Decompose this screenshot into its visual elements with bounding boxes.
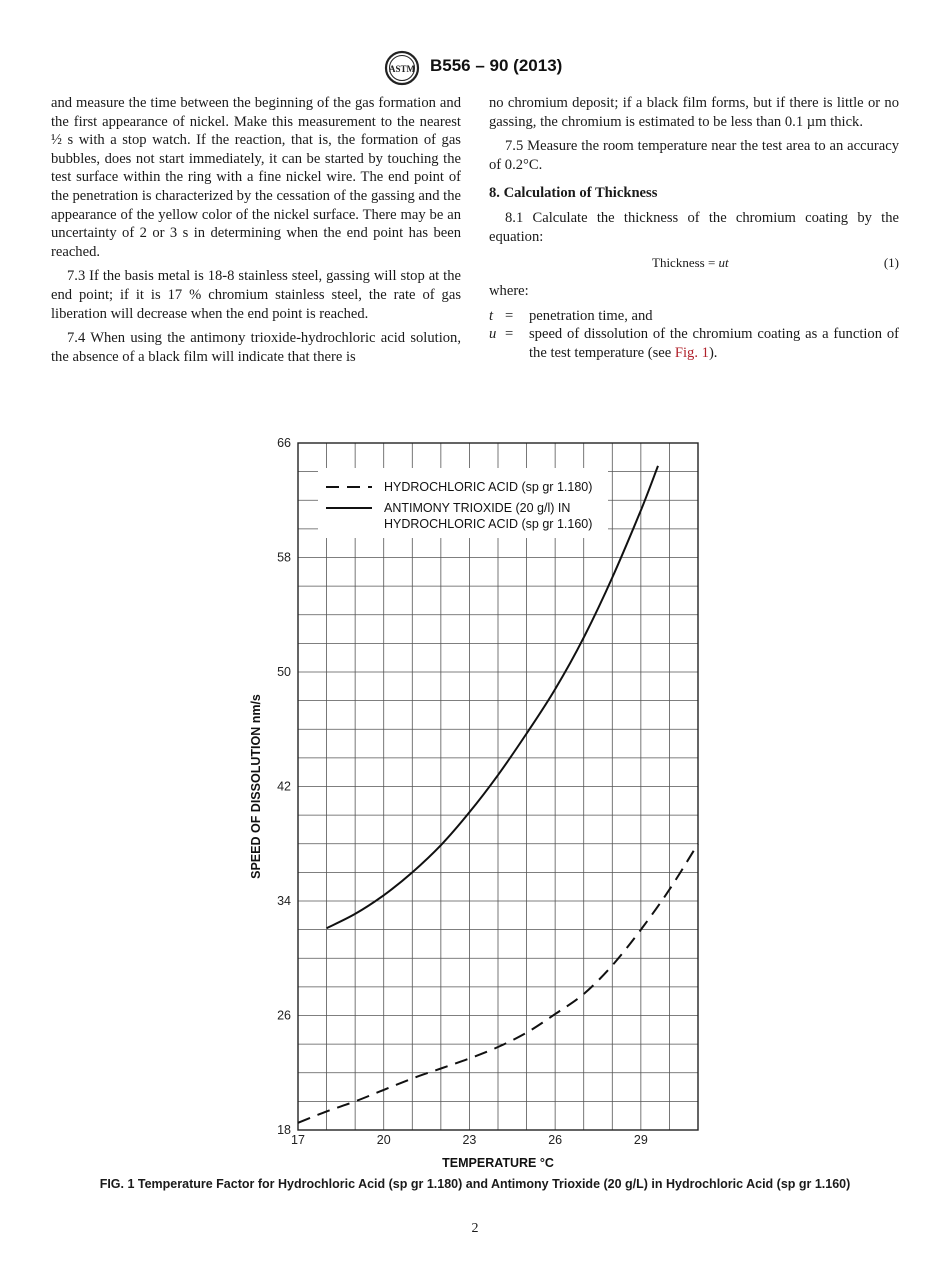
paragraph-7-2-continued: and measure the time between the beginning of the gas formation and the first appearance of nickel. Make this measurement to the nearest ½ s with a stop watch. If the reaction, that is, the formation of gas bubbles, does not start immediately, it can be started by touching the test surface within the ring with a fine nickel wire. The end point of the penetration is characterized by the cessation of the gassing and the appearance of the yellow color of the nickel surface. There may be an uncertainty of 2 or 3 s in determining when the end point has been reached. [51,95,461,260]
page-number: 2 [471,1221,479,1236]
y-tick-label: 66 [277,436,291,450]
y-tick-label: 18 [277,1123,291,1137]
astm-logo [384,50,420,86]
paragraph-7-5: 7.5 Measure the room temperature near the test area to an accuracy of 0.2°C. [489,138,899,173]
paragraph-7-4: 7.4 When using the antimony trioxide-hydrochloric acid solution, the absence of a black film will indicate that there is [51,330,461,365]
definition-text-after: ). [708,344,718,361]
section-heading: 8. Calculation of Thickness [489,185,658,202]
y-tick-label: 58 [277,550,291,565]
y-tick-label: 34 [277,894,291,908]
x-tick-label: 29 [633,1133,648,1147]
x-tick-label: 17 [291,1133,305,1147]
y-tick-label: 26 [277,1008,291,1023]
equation-number: (1) [883,255,899,271]
legend-label-continued: HYDROCHLORIC ACID (sp gr 1.160) [384,517,593,531]
definition-text [529,325,899,362]
y-axis-label: SPEED OF DISSOLUTION nm/s [249,694,263,879]
figure-link[interactable]: Fig. 1 [674,344,709,361]
dissolution-speed-chart [240,430,720,1175]
definition-equals: = [505,307,514,324]
paragraph-7-3: 7.3 If the basis metal is 18-8 stainless steel, gassing will stop at the end point; if it is 17 % chromium stainless steel, the rate of gas liberation will decrease when the end point is reached. [51,268,461,322]
equation-variable: ut [718,255,729,271]
x-tick-label: 20 [376,1133,391,1147]
definition-symbol: t [489,307,494,324]
equation [489,252,899,274]
legend-label: ANTIMONY TRIOXIDE (20 g/l) IN [384,501,571,515]
left-column [51,94,461,372]
logo-text: ASTM [388,64,416,74]
paragraph-7-4-continued: no chromium deposit; if a black film forms, but if there is little or no gassing, the chromium is estimated to be less than 0.1 µm thick. [489,95,899,130]
definition-text-before: speed of dissolution of the chromium coating as a function of the test temperature (see [529,326,899,361]
x-tick-label: 26 [548,1133,563,1147]
definition-symbol: u [489,326,497,343]
paragraph-8-1: 8.1 Calculate the thickness of the chromium coating by the equation: [489,209,899,245]
figure-caption: FIG. 1 Temperature Factor for Hydrochloric Acid (sp gr 1.180) and Antimony Trioxide (20 g/L) in Hydrochloric Acid (sp gr 1.160) [99,1177,851,1191]
right-column [489,94,899,363]
y-tick-label: 42 [277,779,291,794]
x-tick-label: 23 [462,1133,477,1147]
x-axis-label: TEMPERATURE °C [442,1156,554,1170]
where-label: where: [489,283,529,300]
definition-equals: = [505,326,514,343]
equation-lhs: Thickness = [652,255,719,271]
definitions-list [489,307,899,363]
standard-designation: B556 – 90 (2013) [430,56,563,75]
legend-label: HYDROCHLORIC ACID (sp gr 1.180) [384,480,593,494]
page-header [0,50,950,86]
equation-text [652,254,729,273]
y-tick-label: 50 [277,665,291,679]
definition-u [489,325,899,362]
definition-t [489,307,899,326]
definition-text: penetration time, and [529,307,653,324]
